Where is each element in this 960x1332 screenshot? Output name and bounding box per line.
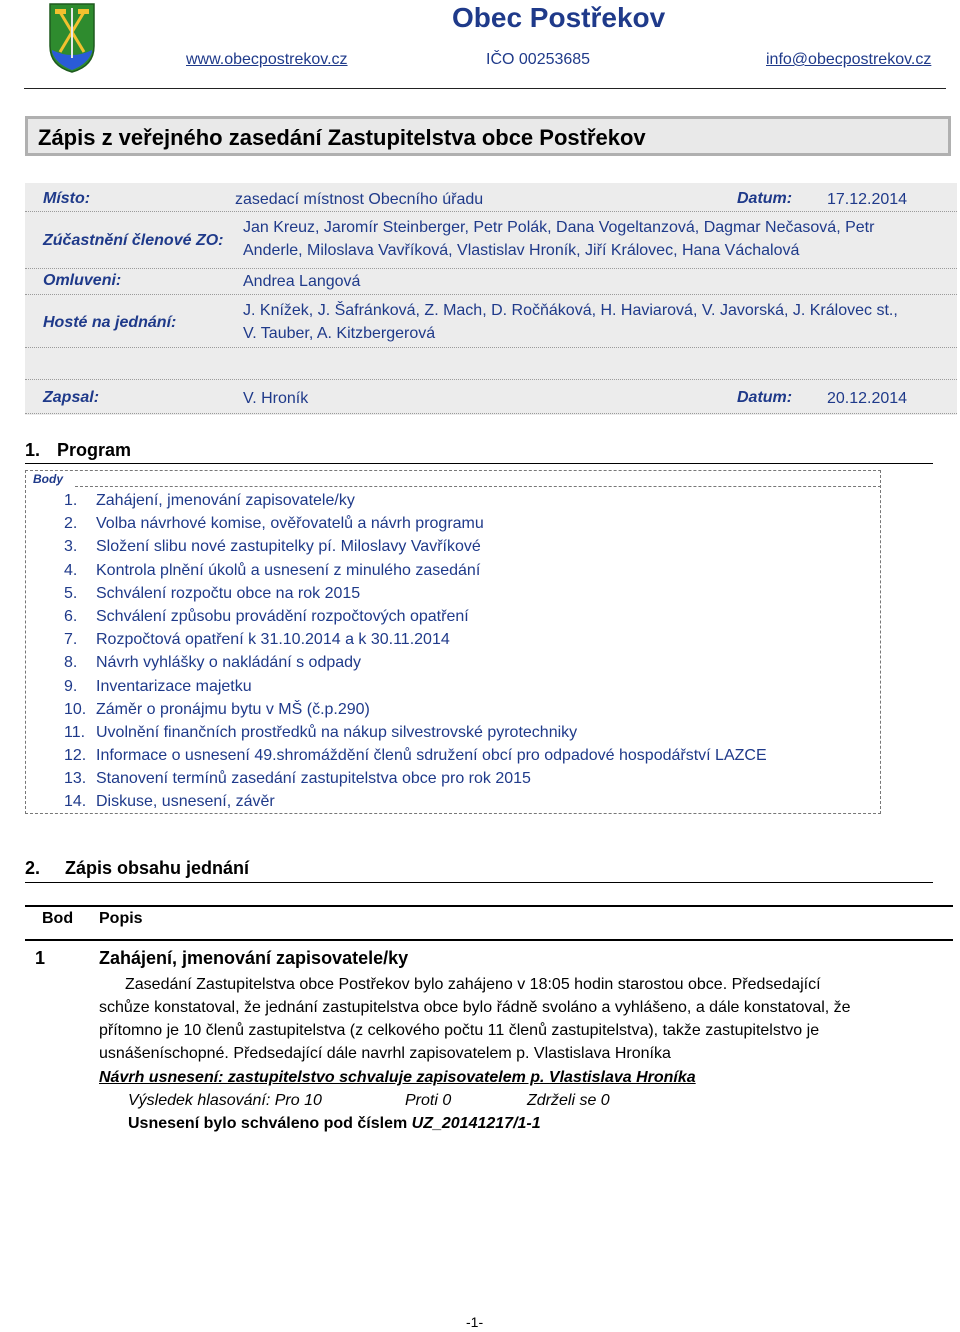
minutes-heading-number: 2. [25,858,41,878]
body-label: Body [33,472,63,486]
vote-result-abstain: Zdrželi se 0 [527,1092,610,1109]
website-link[interactable]: www.obecpostrekov.cz [186,51,348,68]
list-item: 11. Uvolnění finančních prostředků na nákup silvestrovské pyrotechniky [64,723,578,741]
header-divider [24,88,946,89]
resolution-proposal: Návrh usnesení: zastupitelstvo schvaluje zapisovatelem p. Vlastislava Hroníka [99,1069,696,1086]
document-title: Zápis z veřejného zasedání Zastupitelstva obce Postřekov [25,116,951,156]
place-value: zasedací místnost Obecního úřadu [235,191,484,208]
item-number: 1 [35,948,46,968]
minutes-table-header-rule [25,939,953,941]
record-date-value: 20.12.2014 [827,390,908,407]
minutes-heading-rule [25,882,933,883]
program-box-divider [75,486,881,487]
program-heading-number: 1. [25,440,41,460]
list-item: 6. Schválení způsobu provádění rozpočtových opatření [64,607,469,625]
program-heading: Program [57,440,132,460]
coat-of-arms-icon [48,2,96,74]
record-date-label: Datum: [737,389,793,406]
meeting-info-table [25,183,957,415]
list-item: 14. Diskuse, usnesení, závěr [64,793,275,811]
list-item: 5. Schválení rozpočtu obce na rok 2015 [64,584,361,602]
recorder-value: V. Hroník [243,390,309,407]
date-label: Datum: [737,190,793,207]
list-item: 1. Zahájení, jmenování zapisovatele/ky [64,492,355,509]
list-item: 7. Rozpočtová opatření k 31.10.2014 a k 30.11.2014 [64,631,450,649]
members-line-1: Jan Kreuz, Jaromír Steinberger, Petr Polák, Dana Vogeltanzová, Dagmar Nečasová, Petr [243,219,875,236]
paragraph-line-2: schůze konstatoval, že jednání zastupitelstva obce bylo řádně svoláno a vyhlášeno, a dále konstatoval, že [99,999,851,1016]
item-title: Zahájení, jmenování zapisovatele/ky [99,948,409,968]
town-title: Obec Postřekov [452,2,666,33]
list-item: 10. Záměr o pronájmu bytu v MŠ (č.p.290) [64,700,370,718]
vote-result-for: Výsledek hlasování: Pro 10 [128,1092,322,1109]
list-item: 3. Složení slibu nové zastupitelky pí. Miloslavy Vavříkové [64,538,481,556]
minutes-heading: Zápis obsahu jednání [65,858,250,878]
vote-result-against: Proti 0 [405,1092,452,1109]
resolution-number: UZ_20141217/1-1 [411,1115,541,1132]
guests-line-1: J. Knížek, J. Šafránková, Z. Mach, D. Ročňáková, H. Haviarová, V. Javorská, J. Královec st., [243,302,898,319]
recorder-label: Zapsal: [43,389,100,406]
email-link[interactable]: info@obecpostrekov.cz [766,51,932,68]
ico-number: IČO 00253685 [486,51,591,68]
list-item: 12. Informace o usnesení 49.shromáždění členů sdružení obcí pro odpadové hospodářství LAZCE [64,747,767,765]
list-item: 8. Návrh vyhlášky o nakládání s odpady [64,654,362,672]
excused-value: Andrea Langová [243,273,361,290]
place-label: Místo: [43,190,91,207]
date-value: 17.12.2014 [827,191,908,208]
paragraph-line-1: Zasedání Zastupitelstva obce Postřekov bylo zahájeno v 18:05 hodin starostou obce. Předsedající [125,976,821,993]
list-item: 4. Kontrola plnění úkolů a usnesení z minulého zasedání [64,561,481,579]
members-label: Zúčastnění členové ZO: [43,232,224,249]
minutes-table-top-rule [25,905,953,907]
column-header-bod: Bod [42,910,74,927]
list-item: 2. Volba návrhové komise, ověřovatelů a návrh programu [64,515,484,533]
members-line-2: Anderle, Miloslava Vavříková, Vlastislav Hroník, Jiří Královec, Hana Váchalová [243,242,800,259]
resolution-approved: Usnesení bylo schváleno pod číslem UZ_20141217/1-1 [128,1115,541,1132]
paragraph-line-4: usnášeníschopné. Předsedající dále navrhl zapisovatelem p. Vlastislava Hroníka [99,1045,671,1062]
column-header-popis: Popis [99,910,143,927]
program-heading-rule [25,463,933,464]
program-list [64,489,767,814]
paragraph-line-3: přítomno je 10 členů zastupitelstva (z celkového počtu 11 členů zastupitelstva), takže zastupitelstvo je [99,1022,820,1039]
list-item: 13. Stanovení termínů zasedání zastupitelstva obce pro rok 2015 [64,770,531,788]
list-item: 9. Inventarizace majetku [64,677,252,695]
page-number: -1- [466,1314,484,1330]
excused-label: Omluveni: [43,272,122,289]
guests-label: Hosté na jednání: [43,314,177,331]
guests-line-2: V. Tauber, A. Kitzbergerová [243,325,436,342]
